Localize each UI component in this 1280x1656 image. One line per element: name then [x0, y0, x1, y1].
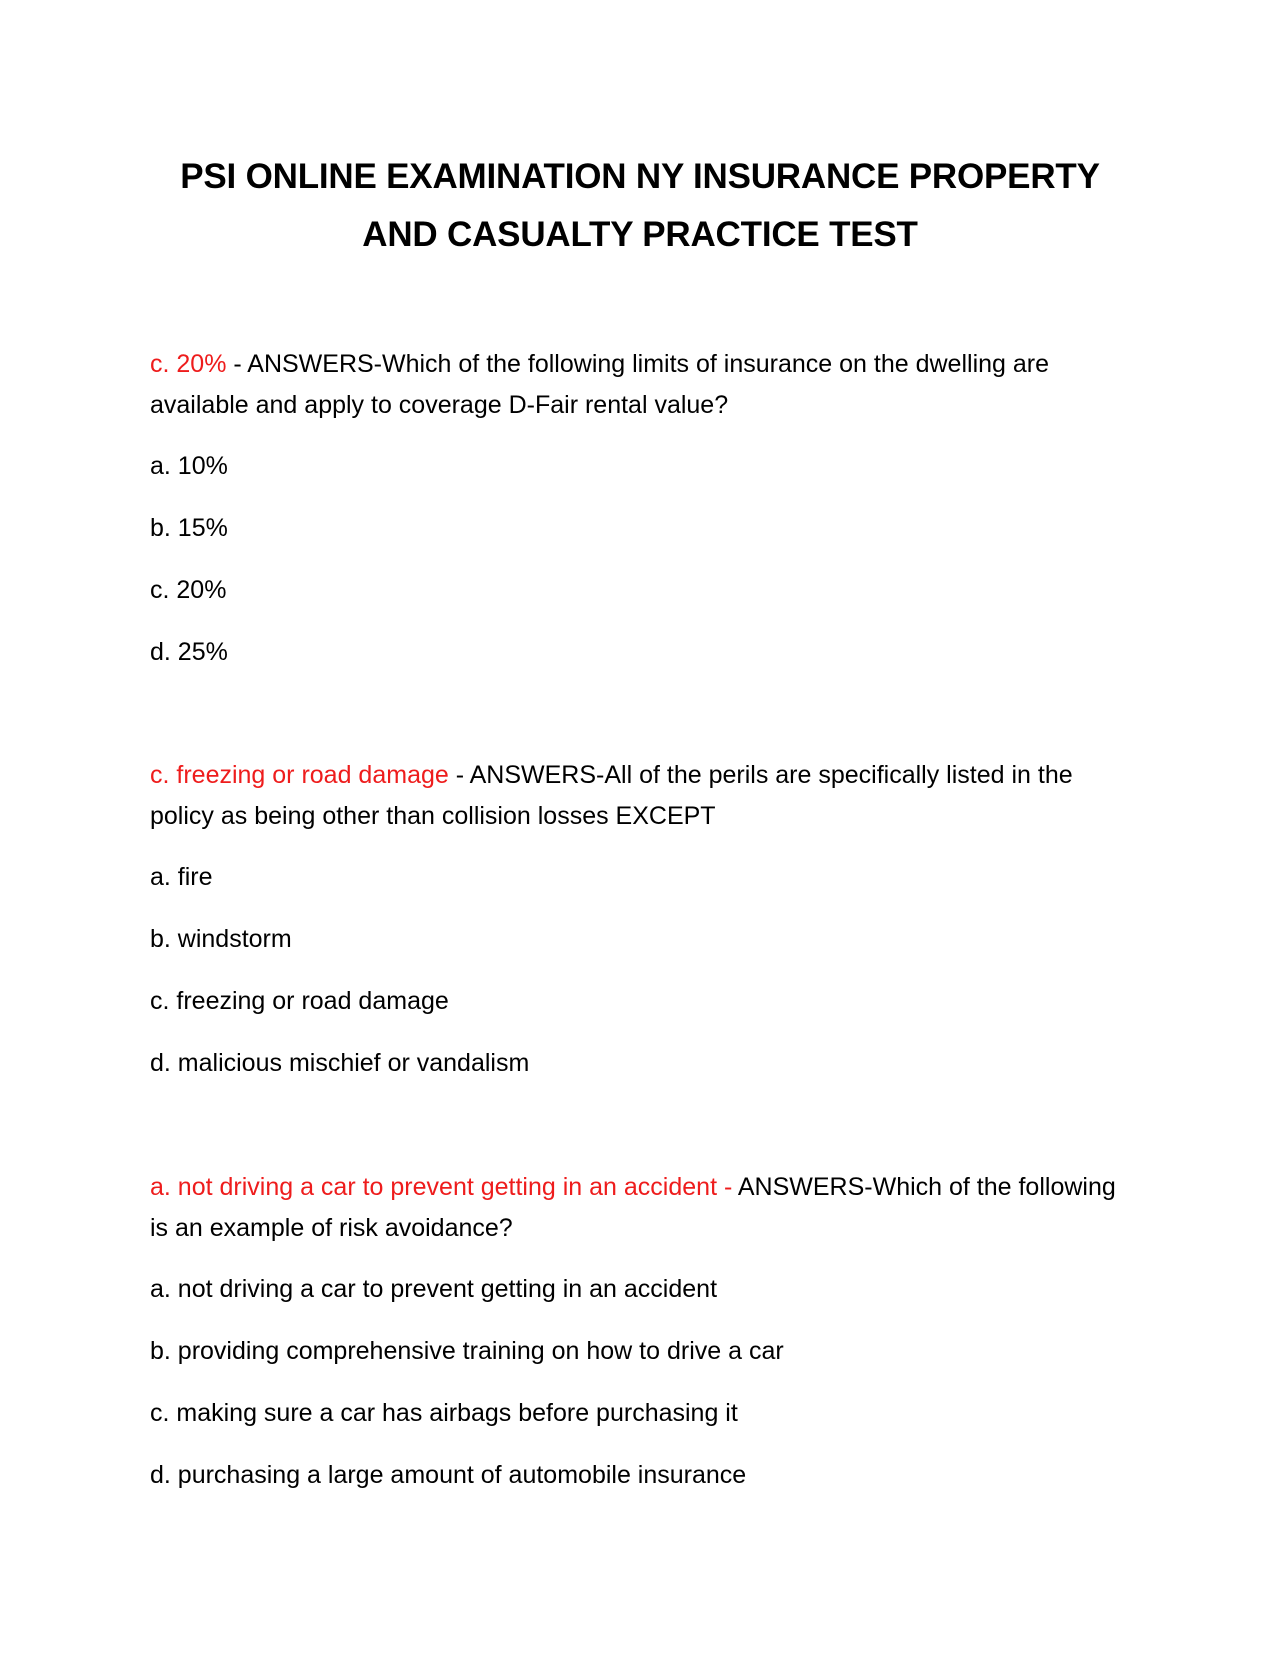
- option-item: c. freezing or road damage: [150, 987, 449, 1015]
- question-block: [150, 1167, 1140, 1517]
- correct-answer: a. not driving a car to prevent getting in an accident -: [150, 1173, 733, 1201]
- option-item: d. malicious mischief or vandalism: [150, 1049, 530, 1077]
- question-prompt: ANSWERS-Which of the following is an example of risk avoidance?: [150, 1173, 1116, 1242]
- question-text: [150, 344, 1140, 426]
- option-list: [150, 446, 1140, 673]
- option-item: d. purchasing a large amount of automobile insurance: [150, 1461, 747, 1489]
- option-item: a. not driving a car to prevent getting in an accident: [150, 1275, 718, 1303]
- option-item: b. providing comprehensive training on how to drive a car: [150, 1337, 784, 1365]
- correct-answer: c. freezing or road damage: [150, 761, 449, 789]
- question-prompt: - ANSWERS-All of the perils are specifically listed in the policy as being other than collision losses EXCEPT: [150, 761, 1073, 830]
- question-text: [150, 755, 1140, 837]
- question-prompt: - ANSWERS-Which of the following limits of insurance on the dwelling are available and apply to coverage D-Fair rental value?: [150, 350, 1050, 419]
- question-block: [150, 344, 1140, 694]
- option-list: [150, 857, 1140, 1084]
- option-list: [150, 1269, 1140, 1496]
- option-item: d. 25%: [150, 638, 228, 666]
- document-title: PSI ONLINE EXAMINATION NY INSURANCE PROPERTY AND CASUALTY PRACTICE TEST: [180, 157, 1100, 254]
- question-block: [150, 755, 1140, 1105]
- option-item: a. fire: [150, 863, 213, 891]
- option-item: a. 10%: [150, 452, 228, 480]
- option-item: b. 15%: [150, 514, 228, 542]
- correct-answer: c. 20%: [150, 350, 227, 378]
- question-text: [150, 1167, 1140, 1249]
- option-item: b. windstorm: [150, 925, 292, 953]
- option-item: c. making sure a car has airbags before purchasing it: [150, 1399, 738, 1427]
- option-item: c. 20%: [150, 576, 227, 604]
